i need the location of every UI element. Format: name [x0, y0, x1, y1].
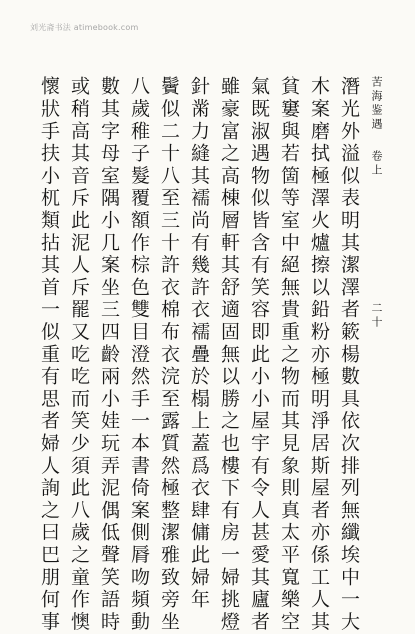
- watermark: 刘光斋书法 atimebook.com: [30, 23, 139, 32]
- text-column: 木案磨拭極澤火爐擦以鉛粉亦極明淨居斯屋者亦係工人其: [308, 76, 330, 634]
- text-column: 或稍高其音斥此泥人斥罷又吃吃而笑少須此八歲之童作懊: [68, 76, 90, 634]
- text-column: 潛光外溢似表明其潔澤者簌楊數具依次排列無纖埃中一大: [338, 76, 360, 634]
- text-column: 貧窶與若箇等室中絕無貴重之物而其見象則真太平寬樂空: [278, 76, 300, 634]
- text-column: 針黹力縫其襦尚有幾許衣襦疊於榻上蓋爲衣肆傭此婦年: [188, 76, 210, 612]
- page-number: 二十: [370, 302, 383, 330]
- text-column: 數其字母室隅小几案坐三四齡兩小娃玩弄泥偶低聲笑語時: [98, 76, 120, 634]
- running-title: 苦海鉴遇: [370, 76, 383, 132]
- text-column: 雖豪富之高棟層軒其舒適固無以勝之也樓下有房一婦挑燈: [218, 76, 240, 634]
- text-column: 氣既淑遇物似皆含有笑容即此小小屋宇有令人甚愛其廬者: [248, 76, 270, 634]
- text-column: 八歲稚子髮覆額作棕色雙目澄然手一本書倚案側脣吻頻動: [128, 76, 150, 634]
- volume-label: 卷上: [370, 150, 383, 178]
- text-column: 鬢似二十八至三十許衣棉布衣浣至露質然極整潔雅致旁坐: [158, 76, 180, 634]
- text-column: 懷狀手扶小杌類拈其首一似重有思者婦人詢之曰巴朋何事: [38, 76, 60, 634]
